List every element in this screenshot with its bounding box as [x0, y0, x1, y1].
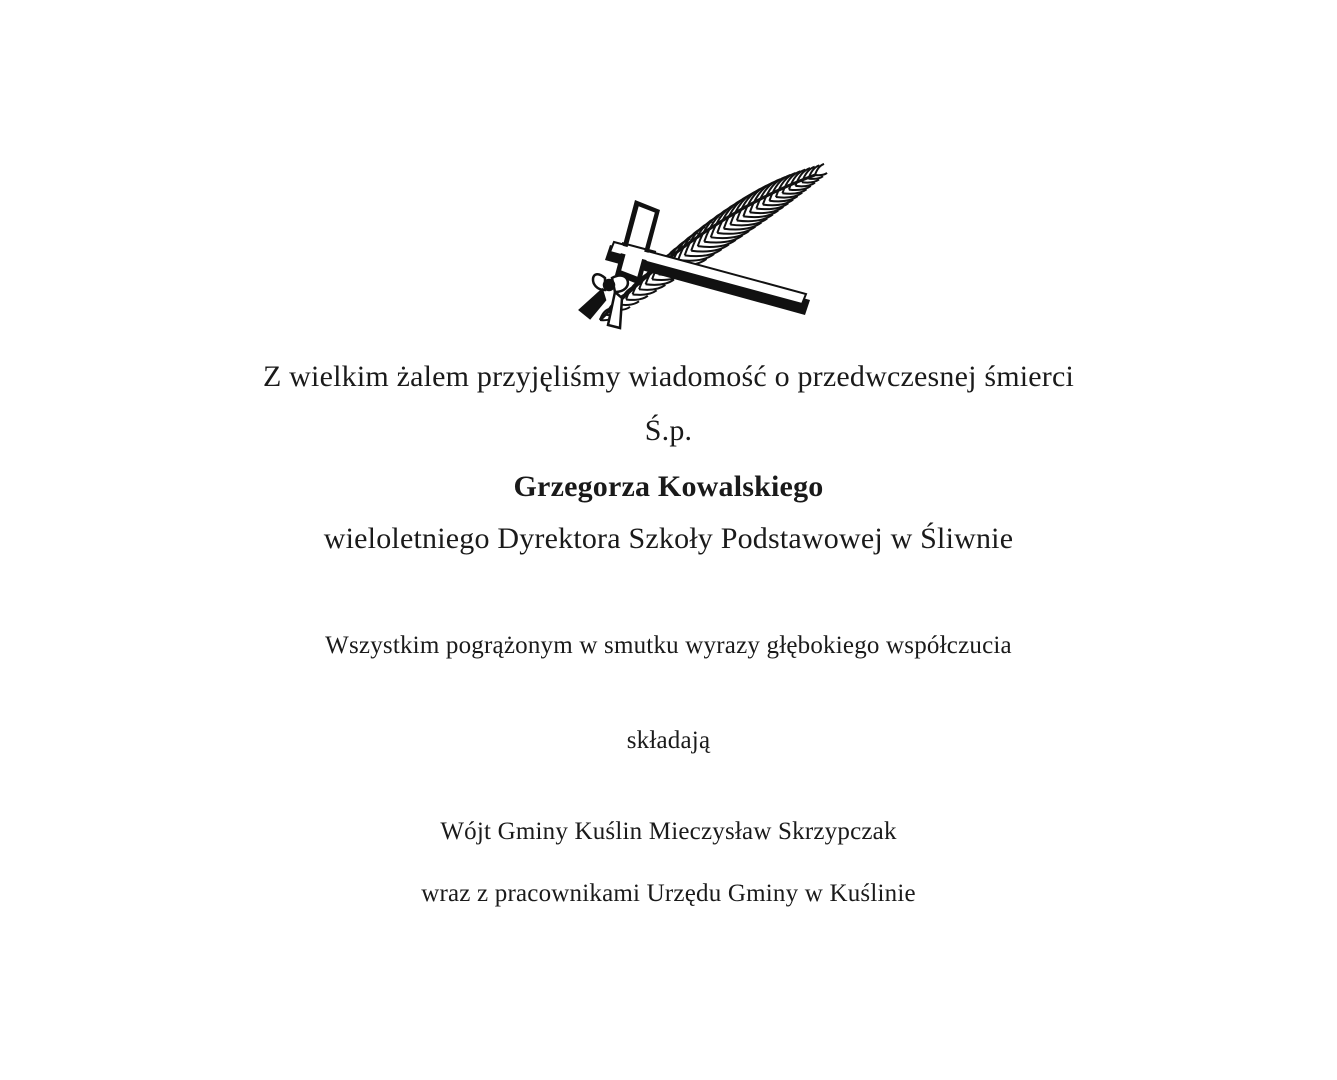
deceased-title: wieloletniego Dyrektora Szkoły Podstawowej w Śliwnie: [323, 522, 1014, 555]
signatory-line-1: Wójt Gminy Kuślin Mieczysław Skrzypczak: [440, 818, 897, 845]
condolence-line: Wszystkim pogrążonym w smutku wyrazy głębokiego współczucia: [325, 632, 1012, 659]
deceased-name: Grzegorza Kowalskiego: [513, 470, 824, 503]
offered-by-line: składają: [626, 727, 711, 754]
signatory-line-2: wraz z pracownikami Urzędu Gminy w Kuślinie: [421, 880, 916, 907]
sp-abbreviation: Ś.p.: [644, 414, 693, 447]
intro-line: Z wielkim żalem przyjęliśmy wiadomość o przedwczesnej śmierci: [262, 360, 1075, 393]
cross-with-palm-branch-icon: [560, 150, 840, 340]
